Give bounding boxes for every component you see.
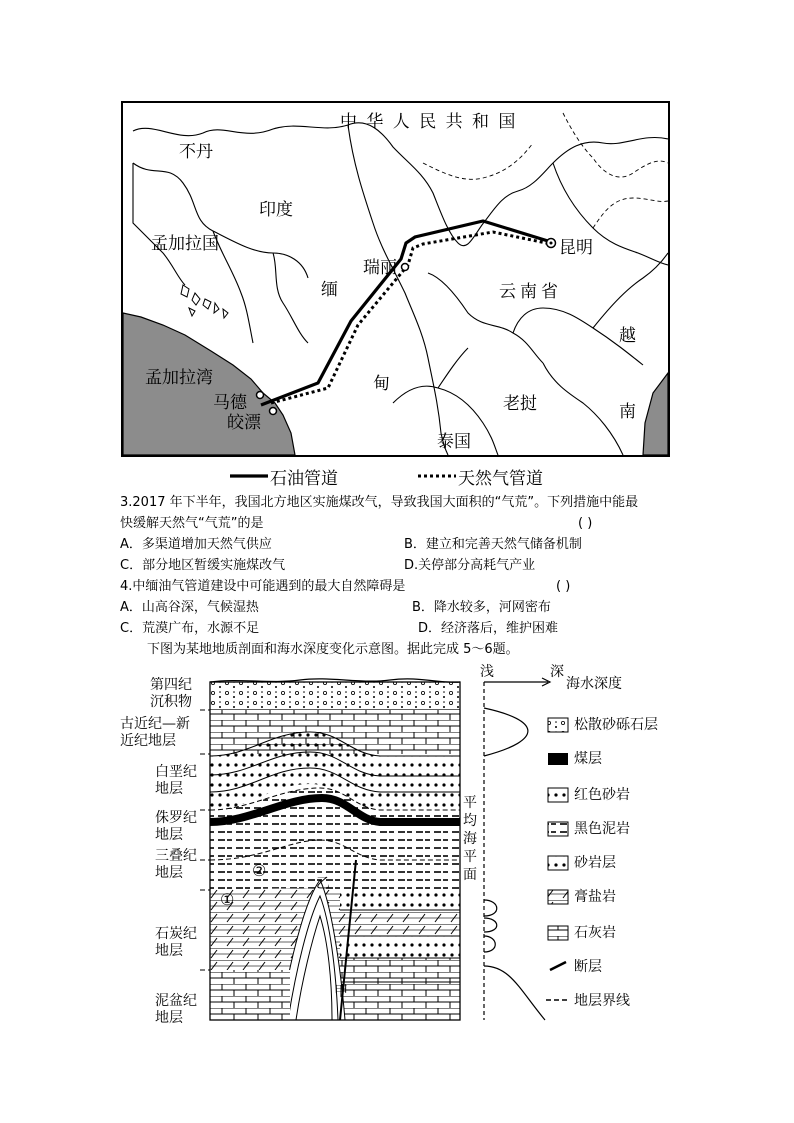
pipeline-map [121,101,670,457]
layer-label-devonian [155,993,197,1027]
map-label-bhutan: 不丹 [179,142,213,162]
ruili-marker [402,264,409,271]
maday-marker [257,392,264,399]
gas-pipeline-route [271,232,551,403]
layer-label-cretaceous-1: 白垩纪 [155,764,197,780]
layer-label-quaternary [150,677,192,711]
q4-option-b: B．降水较多，河网密布 [412,600,551,615]
map-label-china: 中 华 人 民 共 和 国 [340,112,518,132]
q3-option-d: D.关停部分高耗气产业 [404,558,536,573]
layer-label-quaternary-2: 沉积物 [150,694,192,710]
layer-label-carboniferous-2: 地层 [155,943,183,959]
layer-label-carboniferous [155,926,197,960]
delta-islands [181,285,228,318]
legend-gypsum: 膏盐岩 [574,889,616,905]
layer-label-jurassic-1: 侏罗纪 [155,810,197,826]
q3-stem-line1: 3.2017 年下半年，我国北方地区实施煤改气，导致我国大面积的“气荒”。下列措施中能最 [120,495,639,510]
layer-label-triassic-1: 三叠纪 [155,848,197,864]
sea-level-label: 平均海平面 [463,795,477,883]
kyaukphyu-marker [270,408,277,415]
map-label-vietnam-2: 南 [619,402,636,422]
layer-label-cretaceous [155,764,197,798]
map-label-bangladesh: 孟加拉国 [151,234,219,254]
marker-yi: 乙 [316,876,330,892]
gulf-sea [643,373,668,455]
legend-conglomerate: 砂岩层 [574,855,616,871]
q3-stem-line2: 快缓解天然气“气荒”的是 [120,516,264,531]
layer-label-devonian-2: 地层 [155,1010,183,1026]
section-column [200,679,460,1020]
layer-label-triassic [155,848,197,882]
layer-label-cretaceous-2: 地层 [155,781,183,797]
marker-jia: 甲 [334,984,348,1000]
q3-option-a: A．多渠道增加天然气供应 [120,537,272,552]
map-label-bay: 孟加拉湾 [145,368,213,388]
q4-answer-paren: ( ) [556,579,571,594]
map-label-myanmar-2: 甸 [373,374,390,394]
map-label-ruili: 瑞丽 [363,258,397,278]
oil-pipeline-route [261,221,548,405]
legend-oil-label: 石油管道 [270,469,338,489]
layer-label-jurassic-2: 地层 [155,827,183,843]
map-label-india: 印度 [259,200,293,220]
map-label-vietnam-1: 越 [619,326,636,346]
marker-2: ② [252,861,267,880]
sea-depth-graph [484,678,550,1020]
q4-option-a: A．山高谷深，气候湿热 [120,600,259,615]
legend-boundary: 地层界线 [574,993,630,1009]
layer-label-paleogene-2: 近纪地层 [120,733,176,749]
layer-label-jurassic [155,810,197,844]
marker-1: ① [220,890,235,909]
map-label-kunming: 昆明 [559,238,593,258]
layer-label-devonian-1: 泥盆纪 [155,993,197,1009]
section-intro: 下图为某地地质剖面和海水深度变化示意图。据此完成 5～6题。 [147,642,519,657]
legend-coal: 煤层 [574,751,602,767]
legend-gravel: 松散砂砾石层 [574,717,658,733]
layer-label-paleogene-1: 古近纪—新 [120,716,190,732]
q4-option-c: C．荒漠广布，水源不足 [120,621,260,636]
map-label-myanmar-1: 缅 [321,280,338,300]
depth-title: 海水深度 [566,676,622,692]
section-legend-symbols [546,718,570,1000]
layer-label-carboniferous-1: 石炭纪 [155,926,197,942]
map-label-yunnan: 云南省 [499,282,562,302]
q3-option-b: B．建立和完善天然气储备机制 [404,537,582,552]
map-label-thailand: 泰国 [437,432,471,452]
map-label-laos: 老挝 [503,394,537,414]
deep-label: 深 [550,664,564,680]
layer-label-quaternary-1: 第四纪 [150,677,192,693]
layer-label-paleogene [120,716,190,750]
shallow-label: 浅 [480,664,494,680]
q3-option-c: C．部分地区暂缓实施煤改气 [120,558,286,573]
legend-gas-label: 天然气管道 [458,469,543,489]
q4-option-d: D．经济落后，维护困难 [418,621,559,636]
map-label-kyaukphyu: 皎漂 [227,413,261,433]
legend-fault: 断层 [574,959,602,975]
q4-stem: 4.中缅油气管道建设中可能遇到的最大自然障碍是 [120,579,406,594]
map-legend [228,464,568,488]
legend-black-mudstone: 黑色泥岩 [574,821,630,837]
legend-red-sandstone: 红色砂岩 [574,787,630,803]
layer-label-triassic-2: 地层 [155,865,183,881]
legend-limestone: 石灰岩 [574,925,616,941]
map-label-maday: 马德 [213,393,247,413]
q3-answer-paren: ( ) [578,516,593,531]
